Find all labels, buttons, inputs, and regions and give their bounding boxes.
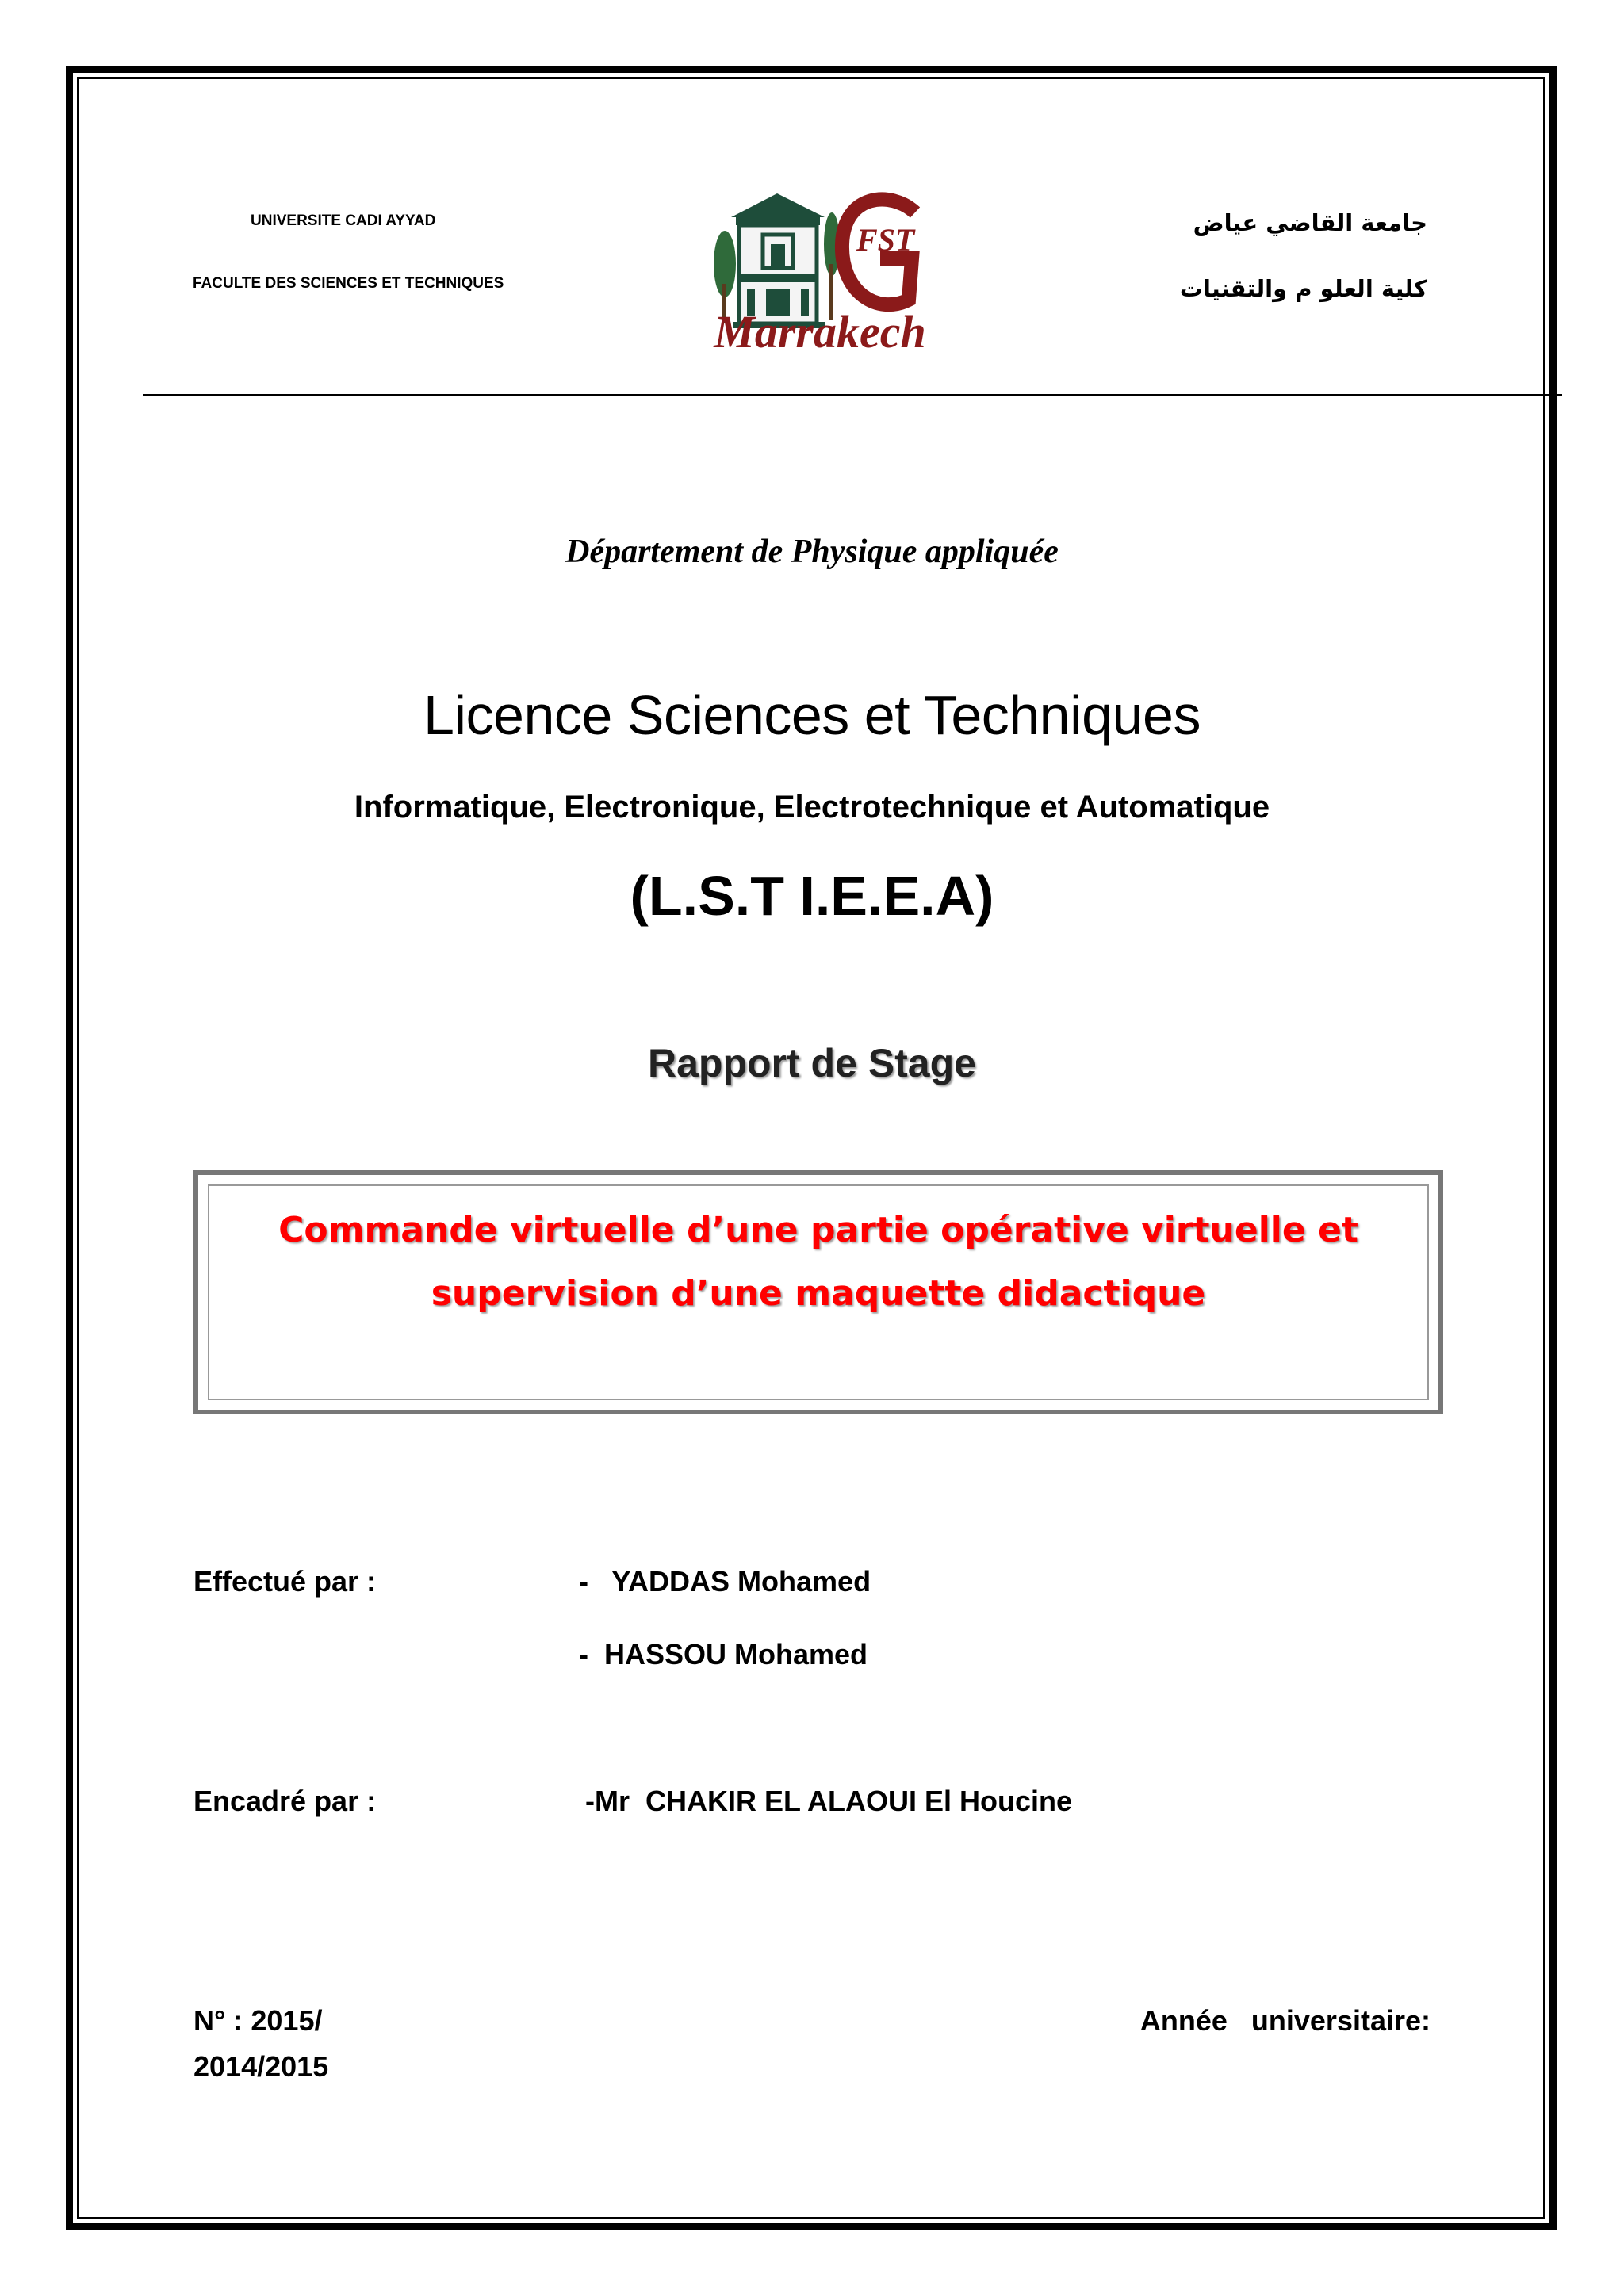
university-name-ar: جامعة القاضي عياض [1193,209,1427,236]
report-type: Rapport de Stage [648,1041,976,1085]
report-number: N° : 2015/ [193,2004,323,2037]
department-title: Département de Physique appliquée [565,534,1059,570]
university-name-fr: UNIVERSITE CADI AYYAD [251,212,436,229]
degree-title: Licence Sciences et Techniques [423,684,1201,746]
faculty-name-ar: كلية العلو م والتقنيات [1179,275,1427,302]
fst-marrakech-logo [701,189,939,355]
academic-year-label: Année universitaire: [1139,2004,1431,2037]
degree-specialty: Informatique, Electronique, Electrotechnique et Automatique [354,790,1270,825]
subject-line-2: supervision d’une maquette didactique [431,1273,1206,1314]
page-inner-border [77,77,1545,2219]
supervisor-name: -Mr CHAKIR EL ALAOUI El Houcine [585,1785,1073,1817]
logo-city-text: Marrakech [714,306,926,355]
degree-acronym: (L.S.T I.E.E.A) [630,865,994,927]
faculty-name-fr: FACULTE DES SCIENCES ET TECHNIQUES [193,275,504,292]
logo-graphic [701,189,939,355]
logo-fst-text: FST [856,222,915,258]
subject-title [193,1199,1443,1326]
academic-year-value: 2014/2015 [193,2050,329,2083]
author-name-1: - YADDAS Mohamed [579,1565,871,1598]
subject-line-1: Commande virtuelle d’une partie opérative virtuelle et [278,1210,1358,1250]
authors-label: Effectué par : [193,1565,377,1598]
header-divider [143,394,1562,396]
author-name-2: - HASSOU Mohamed [579,1638,868,1670]
supervisor-label: Encadré par : [193,1785,377,1817]
